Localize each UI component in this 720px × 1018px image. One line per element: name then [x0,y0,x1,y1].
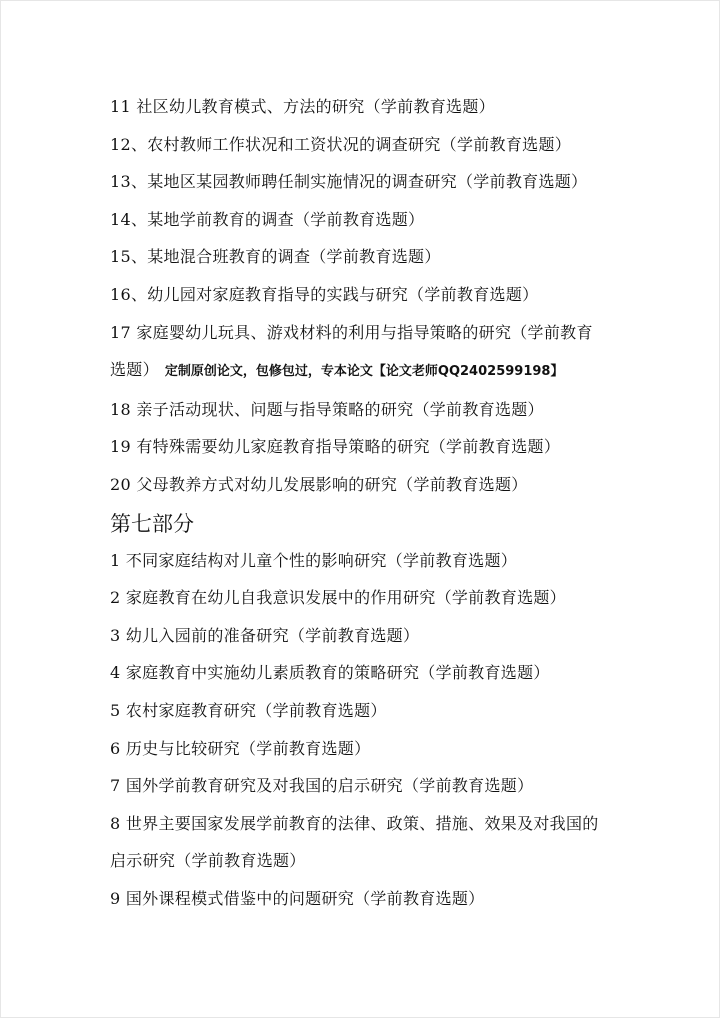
list-item: 14、某地学前教育的调查（学前教育选题） [110,209,425,229]
list-item: 6 历史与比较研究（学前教育选题） [110,738,371,758]
section-heading: 第七部分 [110,511,194,536]
list-item: 18 亲子活动现状、问题与指导策略的研究（学前教育选题） [110,399,544,419]
promo-text: 定制原创论文，包修包过，专本论文【论文老师QQ2402599198】 [164,364,564,380]
list-item: 11 社区幼儿教育模式、方法的研究（学前教育选题） [110,97,495,116]
list-item: 8 世界主要国家发展学前教育的法律、政策、措施、效果及对我国的 [110,813,599,833]
document-body [110,88,622,917]
list-item: 1 不同家庭结构对儿童个性的影响研究（学前教育选题） [110,550,518,570]
list-item-text: 选题） [110,360,159,380]
list-item: 3 幼儿入园前的准备研究（学前教育选题） [110,625,420,645]
list-item: 19 有特殊需要幼儿家庭教育指导策略的研究（学前教育选题） [110,437,561,457]
list-item: 7 国外学前教育研究及对我国的启示研究（学前教育选题） [110,776,534,796]
list-item-continuation: 启示研究（学前教育选题） [110,851,306,871]
list-item: 4 家庭教育中实施幼儿素质教育的策略研究（学前教育选题） [110,663,550,683]
list-item-continuation [110,351,622,391]
list-item: 17 家庭婴幼儿玩具、游戏材料的利用与指导策略的研究（学前教育 [110,322,593,342]
list-item: 5 农村家庭教育研究（学前教育选题） [110,700,387,720]
list-item: 2 家庭教育在幼儿自我意识发展中的作用研究（学前教育选题） [110,588,566,608]
list-item: 13、某地区某园教师聘任制实施情况的调查研究（学前教育选题） [110,172,588,192]
list-item: 20 父母教养方式对幼儿发展影响的研究（学前教育选题） [110,474,528,494]
list-item: 9 国外课程模式借鉴中的问题研究（学前教育选题） [110,888,485,908]
list-item: 15、某地混合班教育的调查（学前教育选题） [110,247,441,267]
list-item: 12、农村教师工作状况和工资状况的调查研究（学前教育选题） [110,134,572,154]
list-item: 16、幼儿园对家庭教育指导的实践与研究（学前教育选题） [110,284,539,304]
